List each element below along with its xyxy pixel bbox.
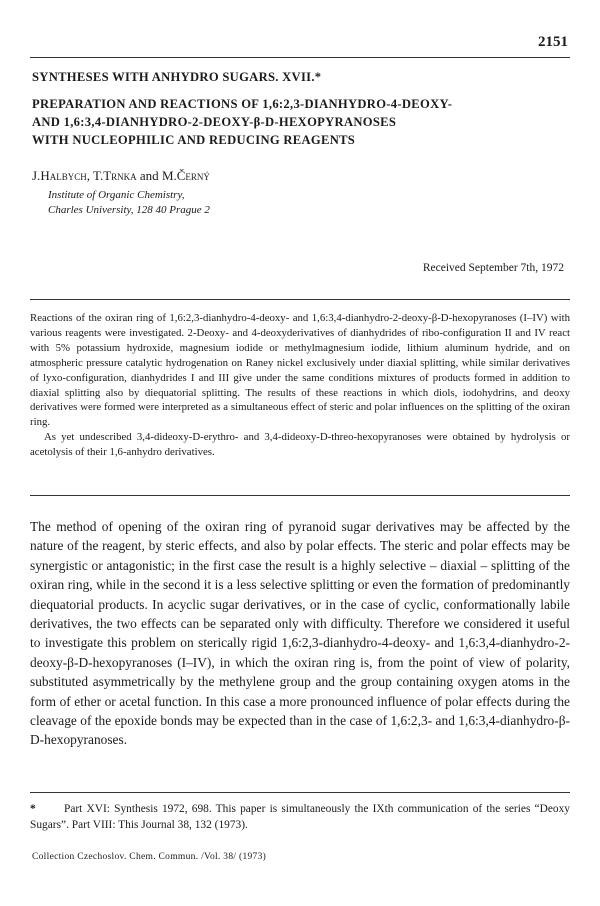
affiliation-line: Charles University, 128 40 Prague 2 bbox=[48, 204, 210, 216]
abstract-bottom-rule bbox=[30, 495, 570, 496]
author-list: J.Halbych, T.Trnka and M.Černý bbox=[32, 168, 210, 183]
abstract-paragraph: Reactions of the oxiran ring of 1,6:2,3-dianhydro-4-deoxy- and 1,6:3,4-dianhydro-2-deoxy-β-D-hexopyranoses (I–IV) with various reagents were investigated. 2-Deoxy- and 4-deoxyderivatives of dianhydrides of ribo-configuration II and IV react with 5% potassium hydroxide, magnesium iodide or methylmagnesium iodide, lithium aluminum hydride, and on atmospheric pressure catalytic hydrogenation on Raney nickel exclusively under diaxial splitting, while similar derivatives of lyxo-configuration, dianhydrides I and III give under the same conditions mixtures of products formed in addition to diaxial splitting also by diequatorial splitting. The results of these reactions in which diols, iodohydrins, and deoxy derivatives were formed were interpreted as a simultaneous effect of steric and polar influences on the splitting of the oxiran ring. bbox=[30, 312, 570, 429]
abstract bbox=[30, 311, 570, 460]
footnote-text: Part XVI: Synthesis 1972, 698. This paper is simultaneously the IXth communication of the series “Deoxy Sugars”. Part VIII: This Journal 38, 132 (1973). bbox=[30, 803, 570, 831]
journal-footer: Collection Czechoslov. Chem. Commun. /Vol. 38/ (1973) bbox=[32, 852, 267, 862]
title-line: PREPARATION AND REACTIONS OF 1,6:2,3-DIANHYDRO-4-DEOXY- bbox=[32, 97, 453, 111]
top-rule bbox=[30, 57, 570, 58]
body-paragraph: The method of opening of the oxiran ring of pyranoid sugar derivatives may be affected by the nature of the reagent, by steric effects, and also by polar effects. The steric and polar effects may be synergistic or antagonistic; in the first case the result is a highly selective – diaxial – splitting of the oxiran ring, while in the second it is a less selective splitting or even the formation of predominantly diequatorial products. In acyclic sugar derivatives, or in the case of cyclic, conformationally labile derivatives, the two effects can be separated only with difficulty. Therefore we considered it useful to investigate this problem on sterically rigid 1,6:2,3-dianhydro-4-deoxy- and 1,6:3,4-dianhydro-2-deoxy-β-D-hexopyranoses (I–IV), in which the oxiran ring is, from the point of view of polarity, substituted asymmetrically by the methylene group and the group containing oxygen atoms in the form of ether or acetal function. In this case a more pronounced influence of polar effects during the cleavage of the epoxide bonds may be expected than in the case of 1,6:2,3- and 1,6:3,4-dianhydro-β-D-hexopyranoses. bbox=[30, 519, 570, 748]
title-line: AND 1,6:3,4-DIANHYDRO-2-DEOXY-β-D-HEXOPYRANOSES bbox=[32, 115, 397, 129]
title-line: WITH NUCLEOPHILIC AND REDUCING REAGENTS bbox=[32, 133, 356, 147]
author-name: Halbych bbox=[40, 168, 87, 183]
footnote-rule bbox=[30, 792, 570, 793]
footnote bbox=[30, 801, 570, 833]
affiliation bbox=[48, 188, 210, 218]
series-title: SYNTHESES WITH ANHYDRO SUGARS. XVII.* bbox=[32, 70, 322, 84]
abstract-top-rule bbox=[30, 299, 570, 300]
author-name: Černý bbox=[176, 168, 210, 183]
author-name: Trnka bbox=[103, 168, 137, 183]
page-number: 2151 bbox=[538, 34, 568, 50]
footnote-mark: * bbox=[30, 803, 36, 815]
abstract-paragraph: As yet undescribed 3,4-dideoxy-D-erythro- and 3,4-dideoxy-D-threo-hexopyranoses were obtained by hydrolysis or acetolysis of their 1,6-anhydro derivatives. bbox=[30, 431, 570, 459]
article-title bbox=[32, 95, 572, 149]
affiliation-line: Institute of Organic Chemistry, bbox=[48, 189, 185, 201]
received-date: Received September 7th, 1972 bbox=[422, 262, 564, 274]
